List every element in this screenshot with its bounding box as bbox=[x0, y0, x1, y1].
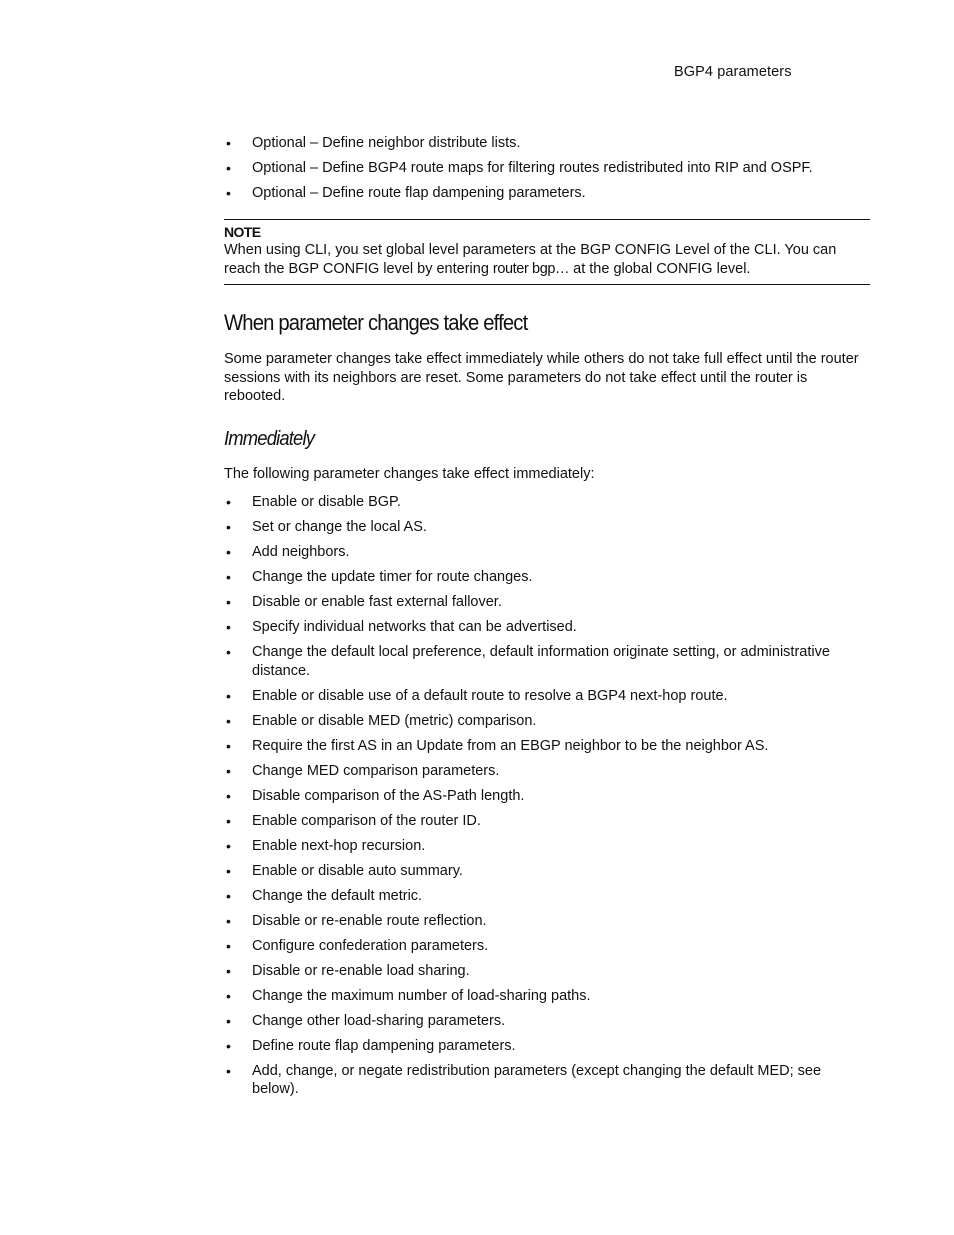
note-body bbox=[224, 241, 870, 279]
list-item bbox=[224, 762, 870, 781]
list-item-text: Add, change, or negate redistribution parameters (except changing the default MED; see below). bbox=[252, 1062, 822, 1097]
bullet-icon: • bbox=[226, 544, 231, 560]
list-item-text: Optional – Define neighbor distribute lists. bbox=[252, 135, 521, 151]
list-item bbox=[224, 812, 870, 831]
list-item bbox=[224, 962, 870, 981]
list-item bbox=[224, 618, 870, 637]
section-intro: Some parameter changes take effect immediately while others do not take full effect until the router sessions with its neighbors are reset. Some parameters do not take effect until the router is rebooted. bbox=[224, 351, 859, 404]
list-item bbox=[224, 687, 870, 706]
list-item bbox=[224, 159, 870, 178]
list-item-text: Optional – Define route flap dampening parameters. bbox=[252, 185, 586, 201]
list-item-text: Enable or disable use of a default route to resolve a BGP4 next-hop route. bbox=[252, 687, 728, 704]
bullet-icon: • bbox=[226, 787, 231, 804]
list-item bbox=[224, 1062, 870, 1099]
list-item bbox=[224, 643, 870, 680]
list-item-text: Change the maximum number of load-sharing paths. bbox=[252, 987, 591, 1004]
bullet-icon: • bbox=[226, 837, 231, 854]
optional-steps-list bbox=[224, 134, 870, 209]
list-item-text: Enable comparison of the router ID. bbox=[252, 812, 481, 829]
list-item-text: Set or change the local AS. bbox=[252, 519, 427, 535]
bullet-icon: • bbox=[226, 887, 231, 904]
list-item bbox=[224, 837, 870, 856]
bullet-icon: • bbox=[226, 987, 231, 1004]
list-item bbox=[224, 593, 870, 612]
bullet-icon: • bbox=[226, 619, 231, 635]
bullet-icon: • bbox=[226, 569, 231, 585]
bullet-icon: • bbox=[226, 594, 231, 610]
bullet-icon: • bbox=[226, 644, 231, 660]
list-item bbox=[224, 737, 870, 756]
list-item-text: Add neighbors. bbox=[252, 544, 350, 560]
bullet-icon: • bbox=[226, 1012, 231, 1029]
bullet-icon: • bbox=[226, 912, 231, 929]
list-item bbox=[224, 184, 870, 203]
immediate-changes-list bbox=[224, 493, 870, 1105]
bullet-icon: • bbox=[226, 1062, 231, 1079]
list-item-text: Disable or enable fast external fallover. bbox=[252, 594, 502, 610]
list-item bbox=[224, 787, 870, 806]
running-header: BGP4 parameters bbox=[674, 64, 792, 80]
list-item-text: Change the default local preference, default information originate setting, or administrative distance. bbox=[252, 644, 830, 679]
list-item bbox=[224, 1012, 870, 1031]
bullet-icon: • bbox=[226, 937, 231, 954]
list-item bbox=[224, 937, 870, 956]
list-item bbox=[224, 1037, 870, 1056]
note-title: NOTE bbox=[224, 224, 261, 240]
bullet-icon: • bbox=[226, 712, 231, 729]
list-item-text: Enable next-hop recursion. bbox=[252, 837, 426, 854]
list-item bbox=[224, 493, 870, 512]
list-item-text: Enable or disable MED (metric) comparison. bbox=[252, 712, 537, 729]
list-item-text: Disable comparison of the AS-Path length. bbox=[252, 787, 525, 804]
list-item bbox=[224, 518, 870, 537]
list-item-text: Change MED comparison parameters. bbox=[252, 762, 500, 779]
subsection-intro: The following parameter changes take effect immediately: bbox=[224, 466, 595, 482]
list-item-text: Configure confederation parameters. bbox=[252, 937, 489, 954]
list-item bbox=[224, 887, 870, 906]
list-item-text: Require the first AS in an Update from an EBGP neighbor to be the neighbor AS. bbox=[252, 737, 769, 754]
subsection-heading: Immediately bbox=[224, 428, 315, 450]
list-item-text: Optional – Define BGP4 route maps for filtering routes redistributed into RIP and OSPF. bbox=[252, 160, 813, 176]
list-item-text: Change the update timer for route changes. bbox=[252, 569, 533, 585]
note-box bbox=[224, 219, 870, 285]
list-item-text: Enable or disable BGP. bbox=[252, 494, 401, 510]
bullet-icon: • bbox=[226, 135, 231, 151]
bullet-icon: • bbox=[226, 862, 231, 879]
bullet-icon: • bbox=[226, 1037, 231, 1054]
list-item bbox=[224, 543, 870, 562]
list-item-text: Define route flap dampening parameters. bbox=[252, 1037, 516, 1054]
bullet-icon: • bbox=[226, 185, 231, 201]
note-command: router bgp… bbox=[492, 261, 570, 277]
list-item bbox=[224, 712, 870, 731]
section-heading: When parameter changes take effect bbox=[224, 310, 528, 335]
bullet-icon: • bbox=[226, 494, 231, 510]
list-item bbox=[224, 134, 870, 153]
list-item bbox=[224, 862, 870, 881]
list-item-text: Change other load-sharing parameters. bbox=[252, 1012, 506, 1029]
list-item bbox=[224, 912, 870, 931]
list-item-text: Change the default metric. bbox=[252, 887, 423, 904]
list-item-text: Disable or re-enable load sharing. bbox=[252, 962, 470, 979]
bullet-icon: • bbox=[226, 962, 231, 979]
bullet-icon: • bbox=[226, 519, 231, 535]
list-item-text: Disable or re-enable route reflection. bbox=[252, 912, 487, 929]
note-text-after: at the global CONFIG level. bbox=[569, 261, 751, 277]
list-item bbox=[224, 987, 870, 1006]
bullet-icon: • bbox=[226, 737, 231, 754]
list-item bbox=[224, 568, 870, 587]
bullet-icon: • bbox=[226, 160, 231, 176]
note-text-before: When using CLI, you set global level parameters at the BGP CONFIG Level of the CLI. You can reach the BGP CONFIG level by entering bbox=[224, 242, 837, 277]
bullet-icon: • bbox=[226, 812, 231, 829]
list-item-text: Enable or disable auto summary. bbox=[252, 862, 463, 879]
bullet-icon: • bbox=[226, 762, 231, 779]
bullet-icon: • bbox=[226, 687, 231, 704]
list-item-text: Specify individual networks that can be advertised. bbox=[252, 619, 577, 635]
